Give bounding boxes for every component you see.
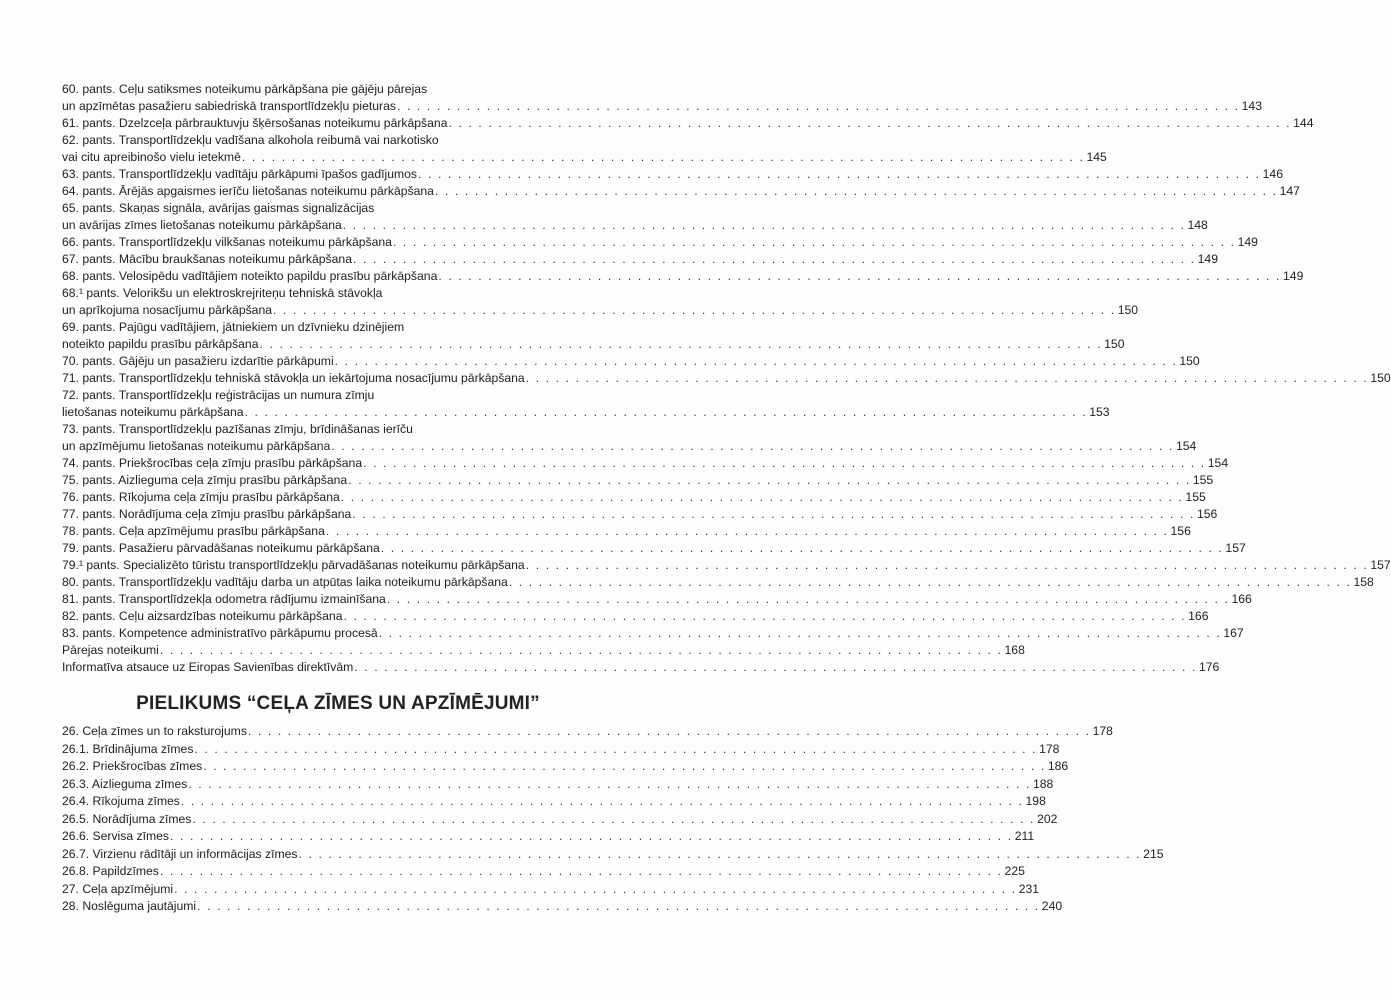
toc-entry-title-line (62, 506, 1218, 523)
toc-entry-line: 62. pants. Transportlīdzekļu vadīšana alkohola reibumā vai narkotisko (62, 133, 439, 147)
toc-page-number: 178 (1092, 724, 1113, 738)
toc-page-number: 178 (1039, 741, 1060, 756)
toc-entry-title-line (62, 336, 1125, 353)
dot-leader: . . . . . . . . . . . . . . . . . . . . . . . . . . . . . . . . . . . . . . . . . . . . . . . . . . . . . . . . . . . . . . . . . . . . . . . . . . . . . . . . . . . . . (348, 473, 1191, 487)
dot-leader: . . . . . . . . . . . . . . . . . . . . . . . . . . . . . . . . . . . . . . . . . . . . . . . . . . . . . . . . . . . . . . . . . . . . . . . . . . . . . . . . . . . . . (396, 99, 1240, 113)
toc-entry-title-line (62, 472, 1214, 489)
toc-page-number: 146 (1262, 167, 1283, 181)
dot-leader: . . . . . . . . . . . . . . . . . . . . . . . . . . . . . . . . . . . . . . . . . . . . . . . . . . . . . . . . . . . . . . . . . . . . . . . . . . . . . . . . . . . . . (334, 354, 1178, 368)
toc-entry-title-line (62, 642, 1025, 659)
toc-page-number: 176 (1198, 660, 1220, 674)
toc-entry (62, 489, 1206, 506)
dot-leader: . . . . . . . . . . . . . . . . . . . . . . . . . . . . . . . . . . . . . . . . . . . . . . . . . . . . . . . . . . . . . . . . . . . . . . . . . . . . . . . . . . . . . (197, 899, 1040, 913)
toc-entry-title: 71. pants. Transportlīdzekļu tehniskā stāvokļa un iekārtojuma nosacījumu pārkāpšana (62, 371, 525, 385)
dot-leader: . . . . . . . . . . . . . . . . . . . . . . . . . . . . . . . . . . . . . . . . . . . . . . . . . . . . . . . . . . . . . . . . . . . . . . . . . . . . . . . . . . . . . (180, 794, 1024, 808)
dot-leader: . . . . . . . . . . . . . . . . . . . . . . . . . . . . . . . . . . . . . . . . . . . . . . . . . . . . . . . . . . . . . . . . . . . . . . . . . . . . . . . . . . . . . (192, 811, 1036, 826)
toc-entry-title: 67. pants. Mācību braukšanas noteikumu pārkāpšana (62, 252, 352, 266)
toc-entry-title-line (62, 846, 1164, 864)
toc-entry-title: 70. pants. Gājēju un pasažieru izdarītie pārkāpumi (62, 354, 334, 368)
toc-page-number: 231 (1018, 881, 1040, 896)
toc-entry-title: 26.2. Priekšrocības zīmes (62, 759, 203, 773)
toc-entry-title: Pārejas noteikumi (62, 643, 159, 657)
toc-entry-title: 83. pants. Kompetence administratīvo pārkāpumu procesā (62, 626, 378, 640)
toc-entry-title-line (62, 217, 1208, 234)
toc-entry (62, 898, 1063, 916)
toc-page-number: 149 (1197, 252, 1218, 266)
dot-leader: . . . . . . . . . . . . . . . . . . . . . . . . . . . . . . . . . . . . . . . . . . . . . . . . . . . . . . . . . . . . . . . . . . . . . . . . . . . . . . . . . . . . . (386, 592, 1230, 606)
toc-entry (62, 863, 1025, 881)
dot-leader: . . . . . . . . . . . . . . . . . . . . . . . . . . . . . . . . . . . . . . . . . . . . . . . . . . . . . . . . . . . . . . . . . . . . . . . . . . . . . . . . . . . . . (438, 269, 1282, 283)
toc-page-number: 168 (1004, 643, 1025, 657)
toc-entry-line: 65. pants. Skaņas signāla, avārijas gaismas signalizācijas (62, 201, 375, 215)
toc-entry-title-line (62, 353, 1200, 370)
dot-leader: . . . . . . . . . . . . . . . . . . . . . . . . . . . . . . . . . . . . . . . . . . . . . . . . . . . . . . . . . . . . . . . . . . . . . . . . . . . . . . . . . . . . . (203, 759, 1046, 773)
toc-entry-title-line (62, 489, 1206, 506)
dot-leader: . . . . . . . . . . . . . . . . . . . . . . . . . . . . . . . . . . . . . . . . . . . . . . . . . . . . . . . . . . . . . . . . . . . . . . . . . . . . . . . . . . . . . (363, 456, 1206, 470)
toc-page-number: 157 (1370, 558, 1391, 572)
toc-page-number: 144 (1293, 116, 1314, 130)
toc-page-number: 147 (1279, 184, 1300, 198)
toc-entry-title: 26.6. Servisa zīmes (62, 829, 170, 843)
toc-entry-title-line (62, 723, 1113, 741)
dot-leader: . . . . . . . . . . . . . . . . . . . . . . . . . . . . . . . . . . . . . . . . . . . . . . . . . . . . . . . . . . . . . . . . . . . . . . . . . . . . . . . . . . . . . (352, 507, 1195, 521)
toc-entry (62, 741, 1060, 759)
toc-page-number: 154 (1207, 456, 1229, 470)
toc-entry-title-line (62, 625, 1244, 642)
toc-entry-title: 26.4. Rīkojuma zīmes (62, 794, 180, 808)
toc-page-number: 215 (1143, 846, 1164, 861)
toc-entry (62, 506, 1218, 523)
toc-entry (62, 166, 1283, 183)
toc-entry (62, 793, 1046, 811)
toc-entry-title: 26.3. Aizlieguma zīmes (62, 776, 188, 791)
toc-page-number: 155 (1185, 490, 1206, 504)
toc-entry (62, 285, 1139, 319)
toc-entry-title: un apzīmējumu lietošanas noteikumu pārkāpšana (62, 439, 331, 453)
toc-entry-title-line (62, 115, 1314, 132)
toc-entry (62, 776, 1054, 794)
toc-entry-title: 26.5. Norādījuma zīmes (62, 811, 192, 826)
toc-entry (62, 659, 1220, 676)
toc-entry-title-line (62, 557, 1391, 574)
dot-leader: . . . . . . . . . . . . . . . . . . . . . . . . . . . . . . . . . . . . . . . . . . . . . . . . . . . . . . . . . . . . . . . . . . . . . . . . . . . . . . . . . . . . . (159, 864, 1003, 878)
toc-entry-title-line (62, 758, 1069, 776)
toc-entry (62, 723, 1113, 741)
toc-entry-title-line (62, 149, 1107, 166)
dot-leader: . . . . . . . . . . . . . . . . . . . . . . . . . . . . . . . . . . . . . . . . . . . . . . . . . . . . . . . . . . . . . . . . . . . . . . . . . . . . . . . . . . . . . (352, 252, 1196, 266)
toc-page-number: 155 (1192, 473, 1214, 487)
toc-page-number: 149 (1283, 269, 1304, 283)
dot-leader: . . . . . . . . . . . . . . . . . . . . . . . . . . . . . . . . . . . . . . . . . . . . . . . . . . . . . . . . . . . . . . . . . . . . . . . . . . . . . . . . . . . . . (194, 741, 1038, 756)
toc-entry (62, 625, 1244, 642)
dot-leader: . . . . . . . . . . . . . . . . . . . . . . . . . . . . . . . . . . . . . . . . . . . . . . . . . . . . . . . . . . . . . . . . . . . . . . . . . . . . . . . . . . . . . (448, 116, 1292, 130)
toc-entry-title-line (62, 540, 1246, 557)
toc-entry (62, 811, 1058, 829)
toc-entry (62, 608, 1209, 625)
toc-page-number: 150 (1104, 337, 1125, 351)
dot-leader: . . . . . . . . . . . . . . . . . . . . . . . . . . . . . . . . . . . . . . . . . . . . . . . . . . . . . . . . . . . . . . . . . . . . . . . . . . . . . . . . . . . . . (340, 490, 1184, 504)
toc-entry-title-line (62, 404, 1110, 421)
toc-entry (62, 421, 1197, 455)
toc-entry-title: 66. pants. Transportlīdzekļu vilkšanas noteikumu pārkāpšana (62, 235, 392, 249)
toc-entry-title: lietošanas noteikumu pārkāpšana (62, 405, 244, 419)
toc-entry-title: vai citu apreibinošo vielu ietekmē (62, 150, 241, 164)
table-of-contents-appendix (62, 723, 1164, 916)
toc-page-number: 150 (1370, 371, 1391, 385)
toc-entry-line: 73. pants. Transportlīdzekļu pazīšanas zīmju, brīdināšanas ierīču (62, 422, 413, 436)
toc-entry-title-line (62, 183, 1300, 200)
toc-page-number: 166 (1188, 609, 1209, 623)
toc-entry-title: 26.8. Papildzīmes (62, 864, 159, 878)
toc-page-number: 156 (1170, 524, 1191, 538)
dot-leader: . . . . . . . . . . . . . . . . . . . . . . . . . . . . . . . . . . . . . . . . . . . . . . . . . . . . . . . . . . . . . . . . . . . . . . . . . . . . . . . . . . . . . (241, 150, 1085, 164)
toc-entry-line: 72. pants. Transportlīdzekļu reģistrācijas un numura zīmju (62, 388, 375, 402)
dot-leader: . . . . . . . . . . . . . . . . . . . . . . . . . . . . . . . . . . . . . . . . . . . . . . . . . . . . . . . . . . . . . . . . . . . . . . . . . . . . . . . . . . . . . (174, 881, 1017, 896)
toc-entry-title-line (62, 659, 1220, 676)
toc-entry-title: 79. pants. Pasažieru pārvadāšanas noteikumu pārkāpšana (62, 541, 380, 555)
toc-entry-title: 74. pants. Priekšrocības ceļa zīmju prasību pārkāpšana (62, 456, 363, 470)
toc-entry-title: 81. pants. Transportlīdzekļa odometra rādījumu izmainīšana (62, 592, 386, 606)
toc-entry-title-line (62, 776, 1054, 794)
dot-leader: . . . . . . . . . . . . . . . . . . . . . . . . . . . . . . . . . . . . . . . . . . . . . . . . . . . . . . . . . . . . . . . . . . . . . . . . . . . . . . . . . . . . . (354, 660, 1197, 674)
toc-entry-title-line (62, 234, 1258, 251)
toc-entry-title: un avārijas zīmes lietošanas noteikumu pārkāpšana (62, 218, 342, 232)
toc-entry (62, 268, 1304, 285)
toc-entry-title: 28. Noslēguma jautājumi (62, 899, 197, 913)
toc-entry-title-line (62, 793, 1046, 811)
toc-entry-title: 80. pants. Transportlīdzekļu vadītāju darba un atpūtas laika noteikumu pārkāpšana (62, 575, 508, 589)
toc-entry-title: 63. pants. Transportlīdzekļu vadītāju pārkāpumi īpašos gadījumos (62, 167, 417, 181)
toc-entry (62, 132, 1107, 166)
toc-page-number: 188 (1032, 776, 1054, 791)
toc-entry (62, 557, 1391, 574)
toc-entry (62, 846, 1164, 864)
toc-entry-title-line (62, 898, 1063, 916)
toc-page-number: 156 (1196, 507, 1218, 521)
toc-page-number: 145 (1086, 150, 1107, 164)
toc-entry-title: 82. pants. Ceļu aizsardzības noteikumu pārkāpšana (62, 609, 343, 623)
toc-entry-title-line (62, 863, 1025, 881)
toc-entry (62, 523, 1191, 540)
dot-leader: . . . . . . . . . . . . . . . . . . . . . . . . . . . . . . . . . . . . . . . . . . . . . . . . . . . . . . . . . . . . . . . . . . . . . . . . . . . . . . . . . . . . . (259, 337, 1103, 351)
toc-entry-title-line (62, 455, 1229, 472)
toc-page-number: 198 (1025, 794, 1046, 808)
toc-entry (62, 234, 1258, 251)
dot-leader: . . . . . . . . . . . . . . . . . . . . . . . . . . . . . . . . . . . . . . . . . . . . . . . . . . . . . . . . . . . . . . . . . . . . . . . . . . . . . . . . . . . . . (378, 626, 1222, 640)
toc-entry-line: 68.¹ pants. Velorikšu un elektroskrejriteņu tehniskā stāvokļa (62, 286, 383, 300)
toc-entry (62, 115, 1314, 132)
toc-entry-title: 75. pants. Aizlieguma ceļa zīmju prasību pārkāpšana (62, 473, 348, 487)
dot-leader: . . . . . . . . . . . . . . . . . . . . . . . . . . . . . . . . . . . . . . . . . . . . . . . . . . . . . . . . . . . . . . . . . . . . . . . . . . . . . . . . . . . . . (298, 846, 1142, 861)
dot-leader: . . . . . . . . . . . . . . . . . . . . . . . . . . . . . . . . . . . . . . . . . . . . . . . . . . . . . . . . . . . . . . . . . . . . . . . . . . . . . . . . . . . . . (170, 829, 1013, 843)
toc-entry-title: 79.¹ pants. Specializēto tūristu transportlīdzekļu pārvadāšanas noteikumu pārkāpšana (62, 558, 525, 572)
toc-entry-title: 64. pants. Ārējās apgaismes ierīču lietošanas noteikumu pārkāpšana (62, 184, 434, 198)
toc-entry-title: 27. Ceļa apzīmējumi (62, 881, 174, 896)
toc-page-number: 157 (1225, 541, 1246, 555)
dot-leader: . . . . . . . . . . . . . . . . . . . . . . . . . . . . . . . . . . . . . . . . . . . . . . . . . . . . . . . . . . . . . . . . . . . . . . . . . . . . . . . . . . . . . (331, 439, 1174, 453)
toc-entry (62, 370, 1391, 387)
toc-entry-line: 69. pants. Pajūgu vadītājiem, jātniekiem un dzīvnieku dzinējiem (62, 320, 405, 334)
appendix-heading: PIELIKUMS “CEĻA ZĪMES UN APZĪMĒJUMI” (136, 693, 540, 714)
dot-leader: . . . . . . . . . . . . . . . . . . . . . . . . . . . . . . . . . . . . . . . . . . . . . . . . . . . . . . . . . . . . . . . . . . . . . . . . . . . . . . . . . . . . . (342, 218, 1186, 232)
toc-entry-title-line (62, 574, 1374, 591)
dot-leader: . . . . . . . . . . . . . . . . . . . . . . . . . . . . . . . . . . . . . . . . . . . . . . . . . . . . . . . . . . . . . . . . . . . . . . . . . . . . . . . . . . . . . (247, 724, 1091, 738)
toc-entry-title-line (62, 608, 1209, 625)
toc-entry-line: 60. pants. Ceļu satiksmes noteikumu pārkāpšana pie gājēju pārejas (62, 82, 428, 96)
dot-leader: . . . . . . . . . . . . . . . . . . . . . . . . . . . . . . . . . . . . . . . . . . . . . . . . . . . . . . . . . . . . . . . . . . . . . . . . . . . . . . . . . . . . . (525, 558, 1369, 572)
toc-entry-title: 61. pants. Dzelzceļa pārbrauktuvju šķērsošanas noteikumu pārkāpšana (62, 116, 448, 130)
toc-entry-title-line (62, 98, 1262, 115)
toc-page-number: 150 (1179, 354, 1200, 368)
toc-entry-title: noteikto papildu prasību pārkāpšana (62, 337, 259, 351)
toc-entry-title-line (62, 302, 1139, 319)
toc-entry-title: un aprīkojuma nosacījumu pārkāpšana (62, 303, 273, 317)
toc-page-number: 153 (1089, 405, 1110, 419)
toc-page-number: 149 (1237, 235, 1258, 249)
toc-page-number: 154 (1175, 439, 1197, 453)
toc-entry (62, 881, 1040, 899)
toc-entry-title: 26.7. Virzienu rādītāji un informācijas zīmes (62, 846, 298, 861)
toc-page-number: 186 (1047, 759, 1069, 773)
toc-page-number: 240 (1041, 899, 1063, 913)
toc-entry (62, 319, 1125, 353)
toc-page-number: 158 (1353, 575, 1374, 589)
dot-leader: . . . . . . . . . . . . . . . . . . . . . . . . . . . . . . . . . . . . . . . . . . . . . . . . . . . . . . . . . . . . . . . . . . . . . . . . . . . . . . . . . . . . . (508, 575, 1352, 589)
toc-entry (62, 540, 1246, 557)
dot-leader: . . . . . . . . . . . . . . . . . . . . . . . . . . . . . . . . . . . . . . . . . . . . . . . . . . . . . . . . . . . . . . . . . . . . . . . . . . . . . . . . . . . . . (273, 303, 1116, 317)
toc-entry (62, 251, 1218, 268)
dot-leader: . . . . . . . . . . . . . . . . . . . . . . . . . . . . . . . . . . . . . . . . . . . . . . . . . . . . . . . . . . . . . . . . . . . . . . . . . . . . . . . . . . . . . (188, 776, 1031, 791)
toc-entry (62, 387, 1110, 421)
toc-entry-title-line (62, 268, 1304, 285)
toc-entry-title: 78. pants. Ceļa apzīmējumu prasību pārkāpšana (62, 524, 325, 538)
toc-page-number: 150 (1117, 303, 1139, 317)
table-of-contents-main (62, 81, 1391, 676)
toc-entry-title: un apzīmētas pasažieru sabiedriskā transportlīdzekļu pieturas (62, 99, 396, 113)
toc-entry-title-line (62, 881, 1040, 899)
toc-entry (62, 591, 1252, 608)
toc-entry-title: 26.1. Brīdinājuma zīmes (62, 741, 194, 756)
dot-leader: . . . . . . . . . . . . . . . . . . . . . . . . . . . . . . . . . . . . . . . . . . . . . . . . . . . . . . . . . . . . . . . . . . . . . . . . . . . . . . . . . . . . . (392, 235, 1236, 249)
dot-leader: . . . . . . . . . . . . . . . . . . . . . . . . . . . . . . . . . . . . . . . . . . . . . . . . . . . . . . . . . . . . . . . . . . . . . . . . . . . . . . . . . . . . . (159, 643, 1003, 657)
dot-leader: . . . . . . . . . . . . . . . . . . . . . . . . . . . . . . . . . . . . . . . . . . . . . . . . . . . . . . . . . . . . . . . . . . . . . . . . . . . . . . . . . . . . . (434, 184, 1278, 198)
toc-entry-title: 68. pants. Velosipēdu vadītājiem noteikto papildu prasību pārkāpšana (62, 269, 438, 283)
dot-leader: . . . . . . . . . . . . . . . . . . . . . . . . . . . . . . . . . . . . . . . . . . . . . . . . . . . . . . . . . . . . . . . . . . . . . . . . . . . . . . . . . . . . . (244, 405, 1088, 419)
toc-entry-title: 76. pants. Rīkojuma ceļa zīmju prasību pārkāpšana (62, 490, 340, 504)
toc-entry-title-line (62, 370, 1391, 387)
toc-page-number: 225 (1004, 864, 1025, 878)
toc-page-number: 166 (1231, 592, 1252, 606)
dot-leader: . . . . . . . . . . . . . . . . . . . . . . . . . . . . . . . . . . . . . . . . . . . . . . . . . . . . . . . . . . . . . . . . . . . . . . . . . . . . . . . . . . . . . (380, 541, 1224, 555)
toc-entry-title-line (62, 438, 1197, 455)
toc-entry-title-line (62, 166, 1283, 183)
dot-leader: . . . . . . . . . . . . . . . . . . . . . . . . . . . . . . . . . . . . . . . . . . . . . . . . . . . . . . . . . . . . . . . . . . . . . . . . . . . . . . . . . . . . . (343, 609, 1187, 623)
toc-page-number: 211 (1014, 829, 1035, 843)
toc-entry (62, 758, 1069, 776)
toc-entry-title-line (62, 828, 1035, 846)
toc-entry (62, 472, 1214, 489)
dot-leader: . . . . . . . . . . . . . . . . . . . . . . . . . . . . . . . . . . . . . . . . . . . . . . . . . . . . . . . . . . . . . . . . . . . . . . . . . . . . . . . . . . . . . (525, 371, 1369, 385)
toc-entry (62, 81, 1262, 115)
toc-entry-title-line (62, 811, 1058, 829)
dot-leader: . . . . . . . . . . . . . . . . . . . . . . . . . . . . . . . . . . . . . . . . . . . . . . . . . . . . . . . . . . . . . . . . . . . . . . . . . . . . . . . . . . . . . (325, 524, 1169, 538)
toc-entry (62, 574, 1374, 591)
toc-entry (62, 183, 1300, 200)
toc-entry (62, 642, 1025, 659)
toc-entry-title: Informatīva atsauce uz Eiropas Savienības direktīvām (62, 660, 354, 674)
toc-entry (62, 200, 1208, 234)
toc-entry-title-line (62, 591, 1252, 608)
toc-entry-title: 26. Ceļa zīmes un to raksturojums (62, 724, 247, 738)
toc-entry-title-line (62, 251, 1218, 268)
toc-entry-title-line (62, 741, 1060, 759)
dot-leader: . . . . . . . . . . . . . . . . . . . . . . . . . . . . . . . . . . . . . . . . . . . . . . . . . . . . . . . . . . . . . . . . . . . . . . . . . . . . . . . . . . . . . (418, 167, 1261, 181)
toc-entry (62, 455, 1229, 472)
toc-entry-title: 77. pants. Norādījuma ceļa zīmju prasību pārkāpšana (62, 507, 352, 521)
toc-entry-title-line (62, 523, 1191, 540)
toc-entry (62, 828, 1035, 846)
toc-page-number: 143 (1241, 99, 1262, 113)
toc-page-number: 148 (1187, 218, 1208, 232)
toc-page-number: 167 (1223, 626, 1244, 640)
toc-entry (62, 353, 1200, 370)
toc-page-number: 202 (1037, 811, 1058, 826)
